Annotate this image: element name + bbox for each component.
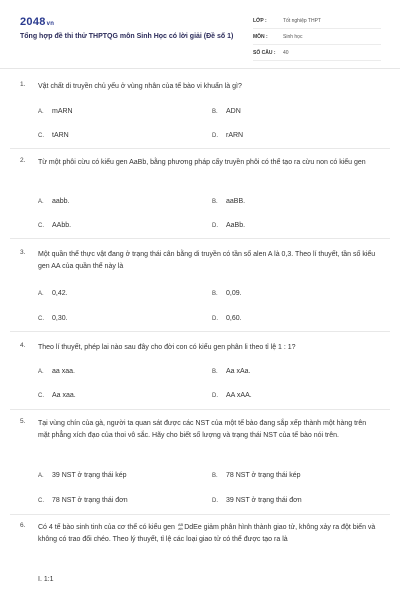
question-number: 5. [20, 418, 26, 425]
option-a[interactable] [38, 107, 73, 117]
option-letter: D. [212, 316, 218, 322]
option-letter: B. [212, 199, 218, 205]
question-text: Từ một phôi cừu có kiểu gen AaBb, bằng phương pháp cấy truyền phôi có thể tạo ra cừu non có kiểu gen [38, 159, 366, 166]
option-letter: D. [212, 133, 218, 139]
option-c[interactable] [38, 221, 71, 231]
logo-text: 2048 [20, 16, 46, 28]
question-number: 4. [20, 342, 26, 349]
option-text: aabb. [52, 198, 70, 205]
question-text-before: Có 4 tế bào sinh tinh của cơ thể có kiểu gen [38, 524, 175, 531]
site-logo[interactable] [20, 16, 54, 28]
meta-count-value: 40 [283, 50, 289, 56]
page-title: Tổng hợp đề thi thử THPTQG môn Sinh Học có lời giải (Đề số 1) [20, 33, 234, 40]
document-meta [253, 15, 381, 63]
option-c[interactable] [38, 131, 69, 141]
question-text: Vật chất di truyền chủ yếu ở vùng nhân của tế bào vi khuẩn là gì? [38, 83, 242, 90]
question-number: 2. [20, 157, 26, 164]
fraction-numerator: AB [177, 522, 184, 528]
option-d[interactable] [212, 221, 245, 231]
statement-item [38, 575, 54, 585]
header-divider [0, 68, 400, 69]
option-letter: A. [38, 369, 44, 375]
question-divider [10, 331, 390, 332]
question-text: Theo lí thuyết, phép lai nào sau đây cho đời con có kiểu gen phân li theo tỉ lệ 1 : 1? [38, 344, 296, 351]
option-text: 78 NST ở trạng thái đơn [52, 497, 128, 504]
option-text: AA xAA. [226, 392, 252, 399]
option-text: 39 NST ở trạng thái đơn [226, 497, 302, 504]
option-text: Aa xAa. [226, 368, 251, 375]
option-text: aaBB. [226, 198, 246, 205]
option-d[interactable] [212, 496, 302, 506]
option-letter: B. [212, 109, 218, 115]
option-b[interactable] [212, 289, 242, 299]
option-letter: C. [38, 498, 44, 504]
option-text: 0,30. [52, 315, 68, 322]
question-number: 6. [20, 522, 26, 529]
option-text: AaBb. [226, 222, 246, 229]
option-letter: D. [212, 498, 218, 504]
option-c[interactable] [38, 314, 68, 324]
option-a[interactable] [38, 289, 68, 299]
option-c[interactable] [38, 391, 76, 401]
question-divider [10, 148, 390, 149]
meta-class-row [253, 15, 381, 29]
option-c[interactable] [38, 496, 128, 506]
document-header [0, 0, 400, 70]
option-text: tARN [52, 132, 69, 139]
question-text-after: DdEe giảm phân hình thành giao tử, không xảy ra đột biến và không có trao đổi chéo. Theo lý thuyết, tỉ lệ các loại giao tử có thể được tạo ra là [38, 524, 376, 543]
option-text: rARN [226, 132, 244, 139]
option-d[interactable] [212, 391, 252, 401]
option-letter: A. [38, 291, 44, 297]
option-d[interactable] [212, 314, 242, 324]
option-b[interactable] [212, 471, 301, 481]
fraction-denominator: ab [178, 526, 183, 532]
option-letter: A. [38, 473, 44, 479]
option-text: 0,42. [52, 290, 68, 297]
meta-subject-label: MÔN : [253, 34, 268, 40]
option-b[interactable] [212, 197, 245, 207]
genotype-fraction [178, 523, 183, 531]
meta-subject-row [253, 31, 381, 45]
option-letter: C. [38, 133, 44, 139]
question-divider [10, 409, 390, 410]
option-d[interactable] [212, 131, 243, 141]
option-a[interactable] [38, 367, 75, 377]
option-letter: B. [212, 473, 218, 479]
meta-count-label: SỐ CÂU : [253, 50, 276, 56]
option-letter: C. [38, 223, 44, 229]
option-text: 39 NST ở trạng thái kép [52, 472, 127, 479]
question-number: 1. [20, 81, 26, 88]
option-text: 0,09. [226, 290, 242, 297]
option-text: mARN [52, 108, 73, 115]
option-text: 0,60. [226, 315, 242, 322]
logo-suffix: vn [46, 21, 55, 27]
question-divider [10, 514, 390, 515]
option-text: AAbb. [52, 222, 72, 229]
option-letter: A. [38, 199, 44, 205]
option-text: 78 NST ở trạng thái kép [226, 472, 301, 479]
question-number: 3. [20, 249, 26, 256]
meta-class-value: Tốt nghiệp THPT [283, 18, 321, 24]
meta-class-label: LỚP : [253, 18, 267, 24]
meta-count-row [253, 47, 381, 61]
option-text: ADN [226, 108, 241, 115]
option-a[interactable] [38, 471, 127, 481]
option-letter: C. [38, 393, 44, 399]
option-letter: D. [212, 393, 218, 399]
option-b[interactable] [212, 367, 251, 377]
statement-text: I. 1:1 [38, 576, 54, 583]
option-b[interactable] [212, 107, 241, 117]
meta-subject-value: Sinh học [283, 34, 303, 40]
option-letter: A. [38, 109, 44, 115]
option-letter: B. [212, 369, 218, 375]
question-text: Một quần thể thực vật đang ở trạng thái cân bằng di truyền có tần số alen A là 0,3. Theo lí thuyết, tần số kiểu gen AA của quần thể này là [38, 251, 376, 270]
option-text: aa xaa. [52, 368, 75, 375]
question-text [38, 522, 378, 546]
option-letter: C. [38, 316, 44, 322]
option-text: Aa xaa. [52, 392, 76, 399]
question-divider [10, 238, 390, 239]
option-letter: B. [212, 291, 218, 297]
option-letter: D. [212, 223, 218, 229]
question-text: Tại vùng chín của gà, người ta quan sát được các NST của một tế bào đang sắp xếp thành một hàng trên mặt phẳng xích đạo của thoi vô sắc. Hãy cho biết số lượng và trạng thái NST của tế bào nói trên. [38, 420, 367, 439]
option-a[interactable] [38, 197, 70, 207]
